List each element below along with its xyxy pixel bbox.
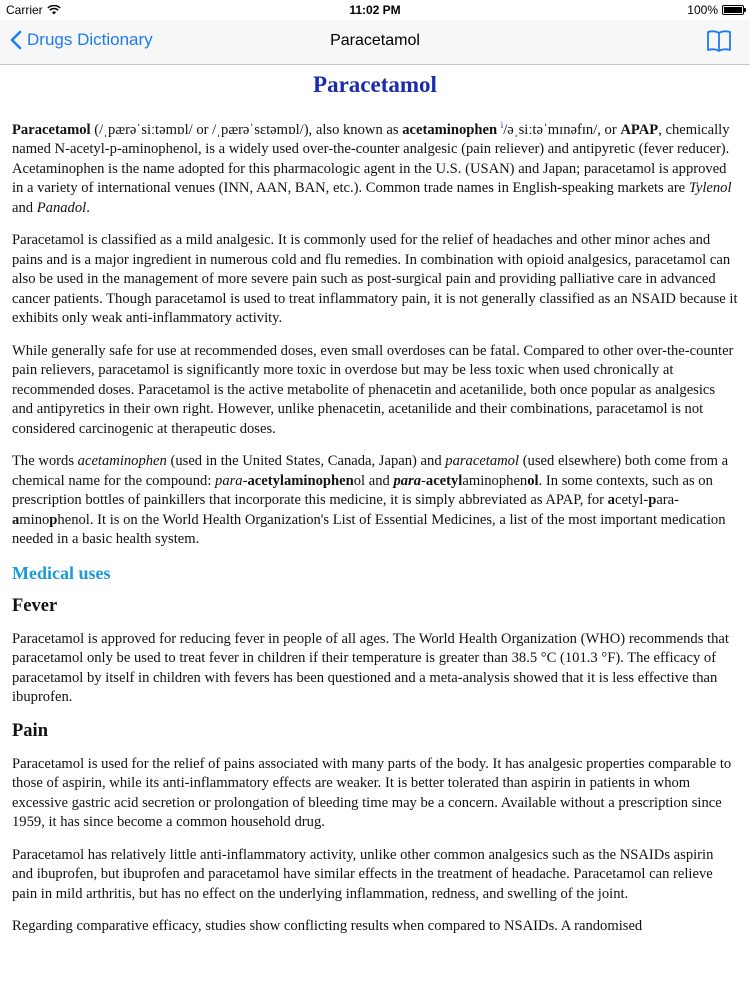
book-button[interactable]	[706, 29, 732, 58]
subsection-heading-pain: Pain	[12, 720, 48, 741]
back-button-label: Drugs Dictionary	[27, 30, 153, 49]
subsection-heading-fever: Fever	[12, 595, 58, 616]
article-content	[12, 64, 738, 950]
alt-drug-name: acetaminophen	[402, 121, 498, 138]
pronunciation-info-link[interactable]: i	[500, 120, 504, 130]
battery-icon	[722, 5, 744, 15]
intro-paragraph: Paracetamol (/ˌpærəˈsiːtəmɒl/ or /ˌpærəˈsɛtəmɒl/), also known as acetaminophen $^i$/əˌsiːtəˈmɪnəfɪn/, or APAP, chemically named N-acetyl-p-aminophenol, is a widely used over-the-counter analgesic (pain reliever) and antipyretic (fever reducer). Acetaminophen is the name adopted for this pharmacologic agent in the U.S. (USAN) and Japan; paracetamol is approved in a variety of international venues (INN, AAN, BAN, etc.). Common trade names in English-speaking markets are Tylenol and Panadol.	[12, 120, 732, 216]
nav-title: Paracetamol	[330, 32, 420, 49]
paragraph-pain-2: Paracetamol has relatively little anti-inflammatory activity, unlike other common analgesics such as the NSAIDs aspirin and ibuprofen, but ibuprofen and paracetamol have similar effects in the treatment of headache. Paracetamol can relieve pain in mild arthritis, but has no effect on the underlying inflammation, redness, and swelling of the joint.	[12, 846, 714, 902]
trade-name-panadol: Panadol	[36, 199, 87, 216]
abbreviation: APAP	[620, 121, 659, 138]
status-right	[687, 3, 744, 17]
navigation-bar	[0, 20, 750, 65]
paragraph-pain-1: Paracetamol is used for the relief of pains associated with many parts of the body. It has analgesic properties comparable to those of aspirin, while its anti-inflammatory effects are weaker. It is better tolerated than aspirin in patients in whom excessive gastric acid secretion or prolongation of bleeding time may be a concern. Available without a prescription since 1959, it has since become a common household drug.	[12, 755, 732, 831]
page-title: Paracetamol	[313, 72, 437, 97]
paragraph-etymology: The words acetaminophen (used in the United States, Canada, Japan) and paracetamol (used elsewhere) both come from a chemical name for the compound: para-acetylaminophenol and para-acetylaminophenol. In some contexts, such as on prescription bottles of painkillers that incorporate this medicine, it is simply abbreviated as APAP, for acetyl-para-aminophenol. It is on the World Health Organization's List of Essential Medicines, a list of the most important medication needed in a basic health system.	[12, 453, 729, 548]
paragraph-fever: Paracetamol is approved for reducing fever in people of all ages. The World Health Organization (WHO) recommends that paracetamol only be used to treat fever in children if their temperature is greater than 38.5 °C (101.3 °F). The efficacy of paracetamol by itself in children with fevers has been questioned and a meta-analysis showed that it is less effective than ibuprofen.	[12, 630, 729, 706]
paragraph-safety: While generally safe for use at recommended doses, even small overdoses can be fatal. Compared to other over-the-counter pain relievers, paracetamol is significantly more toxic in overdose but may be less toxic when used chronically at recommended doses. Paracetamol is the active metabolite of phenacetin and acetanilide, both once popular as analgesics and antipyretics in their own right. However, unlike phenacetin, acetanilide and their combinations, paracetamol is not considered carcinogenic at therapeutic doses.	[12, 342, 734, 437]
drug-name: Paracetamol	[12, 121, 91, 138]
paragraph-pain-3: Regarding comparative efficacy, studies show conflicting results when compared to NSAIDs. A randomised	[12, 918, 643, 935]
battery-fill	[724, 7, 742, 13]
carrier-label: Carrier	[6, 3, 43, 17]
paragraph-classification: Paracetamol is classified as a mild analgesic. It is commonly used for the relief of headaches and other minor aches and pains and is a major ingredient in numerous cold and flu remedies. In combination with opioid analgesics, paracetamol can also be used in the management of more severe pain such as post-surgical pain and providing palliative care in advanced cancer patients. Though paracetamol is used to treat inflammatory pain, it is not generally classified as an NSAID because it exhibits only weak anti-inflammatory activity.	[12, 232, 738, 327]
back-button[interactable]	[10, 30, 153, 50]
section-heading-medical-uses: Medical uses	[12, 562, 111, 583]
status-time: 11:02 PM	[349, 3, 401, 17]
status-bar	[0, 0, 750, 20]
chevron-left-icon	[10, 30, 22, 50]
book-icon	[706, 29, 732, 53]
battery-percent: 100%	[687, 3, 718, 17]
trade-name-tylenol: Tylenol	[688, 180, 732, 197]
